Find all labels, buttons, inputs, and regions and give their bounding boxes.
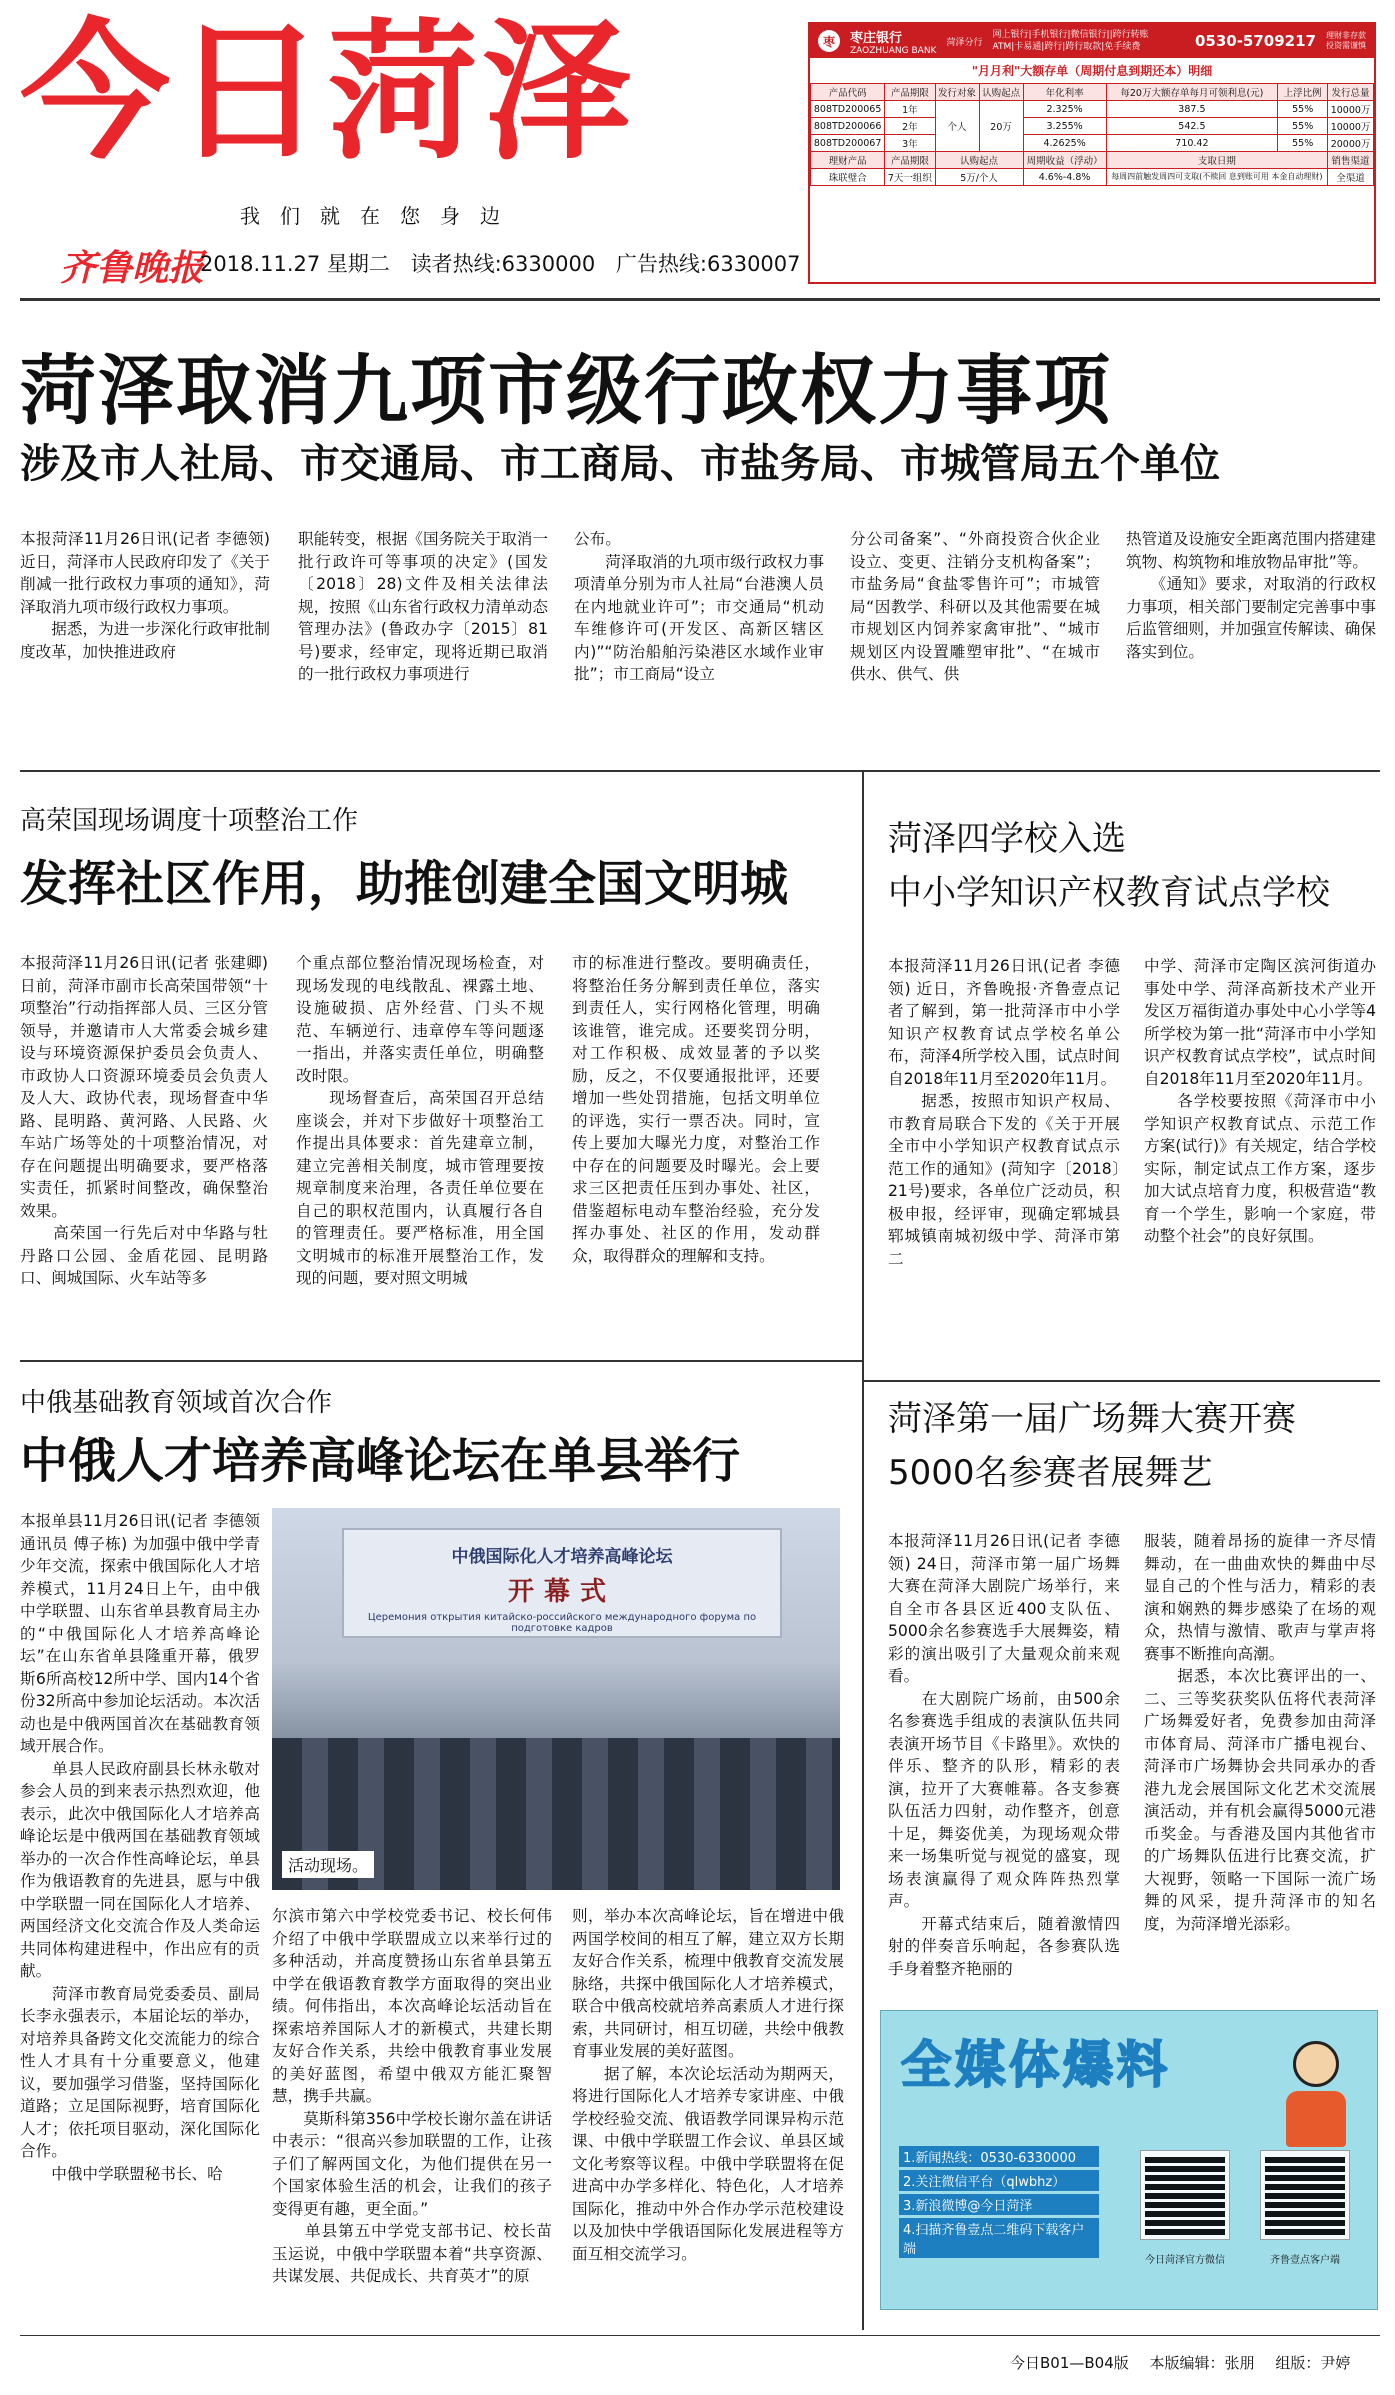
footer-editor: 本版编辑：张朋 <box>1149 2354 1255 2372</box>
table-cell: 个人 <box>935 101 979 152</box>
table-cell: 20万 <box>979 101 1023 152</box>
section-divider <box>20 1360 862 1362</box>
table-header-cell: 发行总量 <box>1328 84 1374 101</box>
story5-headline-line-2: 5000名参赛者展舞艺 <box>888 1453 1213 1493</box>
qr-label: 今日菏泽官方微信 <box>1145 2255 1225 2266</box>
table-cell: 55% <box>1278 101 1328 118</box>
bank-phone: 0530-5709217 <box>1194 32 1316 50</box>
lead-column-5: 热管道及设施安全距离范围内搭建建筑物、构筑物和堆放物品审批”等。 《通知》要求，对取消的行政权力事项，相关部门要制定完善事中事后监管细则，并加强宣传解读、确保落实到位。 <box>1126 530 1376 661</box>
list-item: 3.新浪微博@今日菏泽 <box>899 2194 1099 2215</box>
lead-column-4: 分公司备案”、“外商投资合伙企业设立、变更、注销分支机构备案”；市盐务局“食盐零售许可”；市城管局“因教学、科研以及其他需要在城市规划区内饲养家禽审批”、“城市规划区内设置雕塑审批”、“在城市供水、供气、供 <box>850 530 1100 683</box>
bank-product-title: "月月利"大额存单（周期付息到期还本）明细 <box>971 64 1213 78</box>
reader-hotline: 读者热线:6330000 <box>410 252 596 276</box>
banner-title: 中俄国际化人才培养高峰论坛 <box>451 1547 673 1567</box>
table-cell: 2.325% <box>1023 101 1106 118</box>
table-cell: 4.2625% <box>1023 135 1106 152</box>
table-header-cell: 支取日期 <box>1106 152 1328 169</box>
table-cell: 4.6%-4.8% <box>1023 169 1106 186</box>
figure-head <box>1293 2041 1339 2087</box>
table-header-cell: 销售渠道 <box>1328 152 1374 169</box>
table-header-cell: 认购起点 <box>979 84 1023 101</box>
story3-headline-line-2: 中小学知识产权教育试点学校 <box>888 873 1330 913</box>
media-ad-title: 全媒体爆料 <box>901 2036 1171 2094</box>
table-cell: 55% <box>1278 135 1328 152</box>
banner-subtitle: 开幕式 <box>507 1577 616 1607</box>
footer-info <box>1010 2352 1350 2373</box>
bank-name: 枣庄银行 <box>850 30 903 46</box>
table-header-cell: 上浮比例 <box>1278 84 1328 101</box>
bank-channels <box>992 29 1148 53</box>
app-qr-code-icon[interactable] <box>1261 2151 1349 2239</box>
table-cell: 808TD200066 <box>811 118 885 135</box>
story4-column-2: 尔滨市第六中学校党委书记、校长何伟介绍了中俄中学联盟成立以来举行过的多种活动，并高度赞扬山东省单县第五中学在俄语教育教学方面取得的突出业绩。何伟指出，本次高峰论坛活动旨在探索培养国际人才的新模式，共建长期友好合作关系，共绘中俄教育事业发展的美好蓝图，希望中俄双方能汇聚智慧，携手共赢。 莫斯科第356中学校长谢尔盖在讲话中表示：“很高兴参加联盟的工作，让孩子们了解两国文化，为他们提供在另一个国家体验生活的机会，让我们的孩子变得更有趣，更全面。” 单县第五中学党支部书记、校长苗玉运说，中俄中学联盟本着“共享资源、共谋发展、共促成长、共育英才”的原 <box>272 1907 552 2285</box>
table-header-cell: 产品代码 <box>811 84 885 101</box>
table-cell: 710.42 <box>1106 135 1278 152</box>
bank-name-en: ZAOZHUANG BANK <box>850 45 937 56</box>
bank-risk-tag-1: 理财非存款 <box>1326 31 1366 40</box>
table-header-cell: 理财产品 <box>811 152 885 169</box>
table-header-row <box>811 84 1374 101</box>
footer-divider <box>20 2335 1380 2336</box>
table-cell: 542.5 <box>1106 118 1278 135</box>
table-row <box>811 118 1374 135</box>
bank-risk-tag <box>1326 31 1366 51</box>
vertical-divider <box>862 770 864 2330</box>
footer-pages: 今日B01—B04版 <box>1010 2354 1129 2372</box>
figure-body <box>1286 2091 1346 2147</box>
table-header-cell: 产品期限 <box>885 84 935 101</box>
table-cell: 3.255% <box>1023 118 1106 135</box>
bank-risk-tag-2: 投资需谨慎 <box>1326 41 1366 50</box>
issue-date: 2018.11.27 星期二 <box>200 252 390 276</box>
ad-hotline: 广告热线:6330007 <box>615 252 801 276</box>
table-header-cell: 产品期限 <box>885 152 935 169</box>
bank-advertisement <box>808 22 1376 284</box>
masthead-slogan: 我们就在您身边 <box>240 204 520 228</box>
bank-product-table <box>810 83 1374 186</box>
bank-channels-line-1: 网上银行|手机银行|微信银行||跨行转账 <box>992 30 1149 40</box>
section-divider <box>20 770 1380 772</box>
table-header-cell: 发行对象 <box>935 84 979 101</box>
bank-branch: 菏泽分行 <box>946 37 983 48</box>
issue-info <box>200 248 815 278</box>
lead-headline: 菏泽取消九项市级行政权力事项 <box>20 346 1112 435</box>
masthead-divider <box>20 298 1380 301</box>
cartoon-figure-icon <box>1281 2041 1351 2151</box>
table-cell: 3年 <box>885 135 935 152</box>
media-tipoff-advertisement <box>880 2010 1378 2310</box>
table-header-cell: 年化利率 <box>1023 84 1106 101</box>
story2-column-1: 本报菏泽11月26日讯(记者 张建卿) 日前，菏泽市副市长高荣国带领“十项整治”行动指挥部人员、三区分管领导，并邀请市人大常委会城乡建设与环境资源保护委员会负责人、市政协人口资源环境委员会负责人及人大、政协代表，现场督查中华路、昆明路、黄河路、人民路、火车站广场等处的十项整治情况，对存在问题提出明确要求，要严格落实责任，抓紧时间整改，确保整治效果。 高荣国一行先后对中华路与牡丹路口公园、金盾花园、昆明路口、闽城国际、火车站等多 <box>20 954 268 1287</box>
table-row <box>811 169 1374 186</box>
media-ad-list <box>899 2146 1099 2261</box>
story2-headline: 发挥社区作用，助推创建全国文明城 <box>20 856 789 912</box>
table-cell: 5万/个人 <box>935 169 1023 186</box>
story5-column-2: 服装，随着昂扬的旋律一齐尽情舞动，在一曲曲欢快的舞曲中尽显自己的个性与活力，精彩的表演和娴熟的舞步感染了在场的观众，热情与激情、歌声与掌声将赛事不断推向高潮。 据悉，本次比赛评出的一、二、三等奖获奖队伍将代表菏泽广场舞爱好者，免费参加由菏泽市体育局、菏泽市广播电视台、菏泽市广场舞协会共同承办的香港九龙会展国际文化艺术交流展演活动，并有机会赢得5000元港币奖金。与香港及国内其他省市的广场舞队伍进行比赛交流，扩大视野，领略一下国际一流广场舞的风采，提升菏泽市的知名度，为菏泽增光添彩。 <box>1144 1532 1376 1933</box>
table-row <box>811 101 1374 118</box>
lead-subheadline: 涉及市人社局、市交通局、市工商局、市盐务局、市城管局五个单位 <box>20 441 1220 487</box>
story3-headline-line-1: 菏泽四学校入选 <box>888 819 1126 859</box>
table-header-cell: 每20万大额存单每月可领利息(元) <box>1106 84 1278 101</box>
table-header-cell: 周期收益（浮动） <box>1023 152 1106 169</box>
table-cell: 全渠道 <box>1328 169 1374 186</box>
lead-column-2: 职能转变，根据《国务院关于取消一批行政许可等事项的决定》(国发〔2018〕28)文件及相关法律法规，按照《山东省行政权力清单动态管理办法》(鲁政办字〔2015〕81号)要求，经审定，现将近期已取消的一批行政权力事项进行 <box>298 530 548 683</box>
list-item: 2.关注微信平台（qlwbhz） <box>899 2170 1099 2191</box>
forum-stage-banner <box>342 1528 782 1638</box>
table-header-row <box>811 152 1374 169</box>
table-cell: 7天一组织 <box>885 169 935 186</box>
table-cell: 387.5 <box>1106 101 1278 118</box>
story2-column-3: 市的标准进行整改。要明确责任，将整治任务分解到责任单位，落实到责任人，实行网格化管理，明确该谁管，谁完成。还要奖罚分明，对工作积极、成效显著的予以奖励，反之，不仅要通报批评，还要增加一些处罚措施，包括文明单位的评选，实行一票否决。同时，宣传上要加大曝光力度，对整治工作中存在的问题要及时曝光。会上要求三区把责任压到办事处、社区，借鉴超标电动车整治经验，充分发挥办事处、社区的作用，发动群众，取得群众的理解和支持。 <box>572 954 820 1265</box>
story4-headline: 中俄人才培养高峰论坛在单县举行 <box>20 1433 741 1489</box>
masthead-title: 今日菏泽 <box>20 6 637 180</box>
story5-column-1: 本报菏泽11月26日讯(记者 李德领) 24日，菏泽市第一届广场舞大赛在菏泽大剧院广场举行，来自全市各县区近400支队伍、5000余名参赛选手大展舞姿，精彩的演出吸引了大量观众前来观看。 在大剧院广场前，由500余名参赛选手组成的表演队伍共同表演开场节目《卡路里》。欢快的伴乐、整齐的队形，精彩的表演，拉开了大赛帷幕。各支参赛队伍活力四射，动作整齐，创意十足，舞姿优美，为现场观众带来一场集听觉与视觉的盛宴，现场表演赢得了观众阵阵热烈掌声。 开幕式结束后，随着激情四射的伴奏音乐响起，各参赛队选手身着整齐艳丽的 <box>888 1532 1120 1978</box>
story3-column-2: 中学、菏泽市定陶区滨河街道办事处中学、菏泽高新技术产业开发区万福街道办事处中心小学等4所学校为第一批“菏泽市中小学知识产权教育试点学校”，试点时间自2018年11月至2020年11月。 各学校要按照《菏泽市中小学知识产权教育试点、示范工作方案(试行)》有关规定，结合学校实际，制定试点工作方案，逐步加大试点培育力度，积极营造“教育一个学生，影响一个家庭，带动整个社会”的良好氛围。 <box>1144 957 1376 1245</box>
bank-channels-line-2: ATM|卡易通|跨行|跨行取款|免手续费 <box>992 42 1141 52</box>
photo-caption: 活动现场。 <box>282 1851 374 1878</box>
table-cell: 2年 <box>885 118 935 135</box>
bank-logo-icon: 枣 <box>818 30 840 52</box>
list-item: 1.新闻热线：0530-6330000 <box>899 2146 1099 2167</box>
list-item: 4.扫描齐鲁壹点二维码下载客户端 <box>899 2218 1099 2258</box>
section-divider <box>862 1380 1380 1382</box>
table-cell: 1年 <box>885 101 935 118</box>
table-cell: 808TD200067 <box>811 135 885 152</box>
lead-column-1: 本报菏泽11月26日讯(记者 李德领) 近日，菏泽市人民政府印发了《关于削减一批行政权力事项的通知》，菏泽取消九项市级行政权力事项。 据悉，为进一步深化行政审批制度改革，加快推进政府 <box>20 530 270 661</box>
story4-column-3: 则，举办本次高峰论坛，旨在增进中俄两国学校间的相互了解，建立双方长期友好合作关系，梳理中俄教育交流发展脉络，共探中俄国际化人才培养模式，联合中俄高校就培养高素质人才进行探索，共同研讨，相互切磋，共绘中俄教育事业发展的美好蓝图。 据了解，本次论坛活动为期两天，将进行国际化人才培养专家讲座、中俄学校经验交流、俄语教学同课异构示范课、中俄中学联盟工作会议、单县区域文化考察等议程。中俄中学联盟将在促进高中办学多样化、特色化，人才培养国际化，推动中外合作办学示范校建设以及加快中学俄语国际化发展进程等方面互相交流学习。 <box>572 1907 844 2263</box>
table-cell: 808TD200065 <box>811 101 885 118</box>
story4-column-1: 本报单县11月26日讯(记者 李德领 通讯员 傅子栋) 为加强中俄中学青少年交流，探索中俄国际化人才培养模式，11月24日上午，由中俄中学联盟、山东省单县教育局主办的“中俄国际化人才培养高峰论坛”在山东省单县隆重开幕，俄罗斯6所高校12所中学、国内14个省份32所高中参加论坛活动。本次活动也是中俄两国首次在基础教育领域开展合作。 单县人民政府副县长林永敬对参会人员的到来表示热烈欢迎，他表示，此次中俄国际化人才培养高峰论坛是中俄两国在基础教育领域举办的一次合作性高峰论坛，单县作为俄语教育的先进县，愿与中俄中学联盟一同在国际化人才培养、两国经济文化交流合作及人类命运共同体构建进程中，作出应有的贡献。 菏泽市教育局党委委员、副局长李永强表示，本届论坛的举办，对培养具备跨文化交流能力的综合性人才具有十分重要意义，他建议，要加强学习借鉴，坚持国际化道路；立足国际视野，培育国际化人才；依托项目驱动，深化国际化合作。 中俄中学联盟秘书长、哈 <box>20 1512 260 2183</box>
qr-label: 齐鲁壹点客户端 <box>1270 2255 1340 2266</box>
wechat-qr-code-icon[interactable] <box>1141 2151 1229 2239</box>
table-cell: 20000万 <box>1328 135 1374 152</box>
story4-kicker: 中俄基础教育领域首次合作 <box>20 1388 333 1418</box>
story5-headline-line-1: 菏泽第一届广场舞大赛开赛 <box>888 1399 1296 1439</box>
forum-photo <box>272 1508 840 1890</box>
table-cell: 10000万 <box>1328 118 1374 135</box>
table-cell: 每周四前触发周四可支取(不赎回 息到账可用 本金自动理财) <box>1106 169 1328 186</box>
banner-russian-text: Церемония открытия китайско-российского международного форума по подготовке кадров <box>367 1612 757 1634</box>
bank-ad-header <box>810 24 1374 58</box>
table-cell: 珠联璧合 <box>811 169 885 186</box>
table-row <box>811 135 1374 152</box>
table-cell: 55% <box>1278 118 1328 135</box>
footer-layout: 组版：尹婷 <box>1275 2354 1351 2372</box>
story2-column-2: 个重点部位整治情况现场检查，对现场发现的电线散乱、裸露土地、设施破损、店外经营、门头不规范、车辆逆行、违章停车等问题逐一指出，并落实责任单位，明确整改时限。 现场督查后，高荣国召开总结座谈会，并对下步做好十项整治工作提出具体要求：首先建章立制，建立完善相关制度，城市管理要按规章制度来治理，各责任单位要在自己的职权范围内，认真履行各自的管理责任。要严格标准，用全国文明城市的标准开展整治工作，发现的问题，要对照文明城 <box>296 954 544 1287</box>
table-cell: 10000万 <box>1328 101 1374 118</box>
table-header-cell: 认购起点 <box>935 152 1023 169</box>
story2-kicker: 高荣国现场调度十项整治工作 <box>20 806 359 836</box>
lead-column-3: 公布。 菏泽取消的九项市级行政权力事项清单分别为市人社局“台港澳人员在内地就业许可”；市交通局“机动车维修许可(开发区、高新区辖区内)”“防治船舶污染港区水域作业审批”；市工商局“设立 <box>574 530 824 683</box>
paper-name-logo: 齐鲁晚报 <box>60 247 205 289</box>
story3-column-1: 本报菏泽11月26日讯(记者 李德领) 近日，齐鲁晚报·齐鲁壹点记者了解到，第一批菏泽市中小学知识产权教育试点学校名单公布，菏泽4所学校入围，试点时间自2018年11月至2020年11月。 据悉，按照市知识产权局、市教育局联合下发的《关于开展全市中小学知识产权教育试点示范工作的通知》(菏知字〔2018〕21号)要求，各单位广泛动员，积极申报，经评审，现确定郓城县郓城镇南城初级中学、菏泽市第二 <box>888 957 1120 1268</box>
